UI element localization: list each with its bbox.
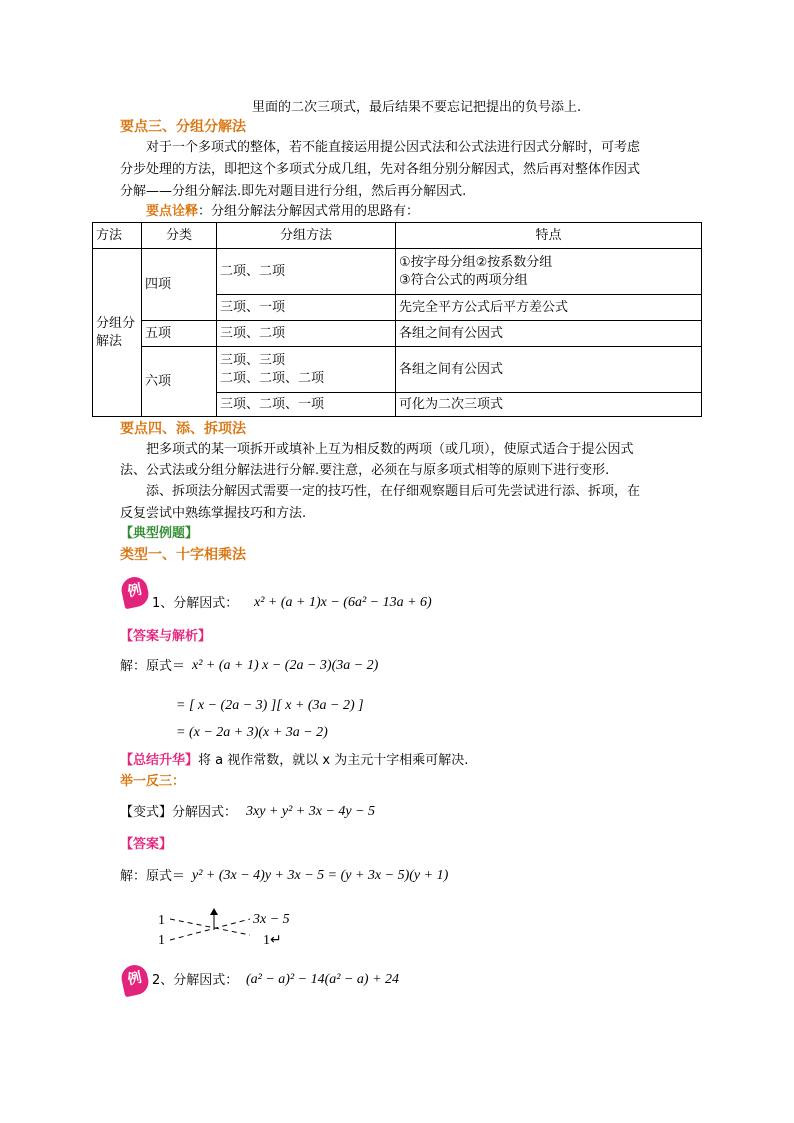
section4-heading: 要点四、添、拆项法 [120, 421, 246, 437]
example2-expression: (a² − a)² − 14(a² − a) + 24 [246, 972, 400, 987]
cross-right-top: 3x − 5 [253, 912, 290, 927]
grouping-method-table [92, 222, 702, 417]
summary-text: 将 a 视作常数，就以 x 为主元十字相乘可解决. [198, 753, 469, 768]
section3-para: 分解——分组分解法.即先对题目进行分组，然后再分解因式. [120, 184, 467, 199]
section3-heading: 要点三、分组分解法 [120, 119, 246, 135]
feature-cell: 各组之间有公因式 [396, 347, 702, 393]
variant-label: 【变式】分解因式： [120, 805, 238, 820]
summary [120, 752, 468, 770]
solution2-expression: y² + (3x − 4)y + 3x − 5 = (y + 3x − 5)(y + 1) [192, 868, 449, 883]
table-row [93, 321, 702, 347]
intro-line: 里面的二次三项式，最后结果不要忘记把提出的负号添上. [252, 100, 582, 115]
header-cell: 分组方法 [217, 223, 396, 249]
cross-left-top: 1 [158, 913, 165, 928]
section4-para: 反复尝试中熟练掌握技巧和方法. [120, 506, 307, 521]
examples-heading: 【典型例题】 [120, 526, 199, 541]
header-cell: 特点 [396, 223, 702, 249]
cross-line [170, 919, 250, 935]
category-cell: 四项 [142, 249, 217, 321]
table-header-row [93, 223, 702, 249]
group-line: 二项、二项、二项 [220, 370, 325, 386]
solution2-prefix: 解：原式＝ [120, 869, 186, 884]
section4-para: 法、公式法或分组分解法进行分解.要注意，必须在与原多项式相等的原则下进行变形. [120, 463, 610, 478]
feature-line: ①按字母分组②按系数分组 [399, 254, 553, 270]
table-row [93, 347, 702, 393]
group-line: 三项、三项 [220, 352, 286, 368]
section3-note [146, 203, 419, 221]
practice-heading: 举一反三： [120, 774, 186, 789]
answer-heading: 【答案与解析】 [120, 629, 212, 644]
cross-left-bottom: 1 [158, 933, 165, 948]
feature-cell: 各组之间有公因式 [396, 321, 702, 347]
group-cell: 三项、二项 [217, 321, 396, 347]
note-label: 要点诠释 [146, 204, 199, 219]
feature-line: ③符合公式的两项分组 [399, 272, 528, 288]
section4-para: 添、拆项法分解因式需要一定的技巧性，在仔细观察题目后可先尝试进行添、拆项，在 [146, 484, 641, 499]
group-cell: 二项、二项 [217, 249, 396, 295]
feature-cell: 可化为二次三项式 [396, 393, 702, 417]
group-cell: 三项、二项、一项 [217, 393, 396, 417]
header-cell: 分类 [142, 223, 217, 249]
cross-right-bottom: 1↵ [263, 933, 282, 948]
variant-expression: 3xy + y² + 3x − 4y − 5 [246, 804, 376, 819]
group-cell: 三项、一项 [217, 295, 396, 321]
table-row [93, 249, 702, 295]
type1-heading: 类型一、十字相乘法 [120, 547, 246, 563]
feature-cell: 先完全平方公式后平方差公式 [396, 295, 702, 321]
cross-line [170, 919, 250, 940]
solution1-line2: = [ x − (2a − 3) ][ x + (3a − 2) ] [176, 698, 364, 713]
section4-para: 把多项式的某一项拆开或填补上互为相反数的两项（或几项），使原式适合于提公因式 [146, 442, 634, 457]
example2-prompt: 2、分解因式： [152, 973, 239, 988]
solution1-line3: = (x − 2a + 3)(x + 3a − 2) [176, 725, 328, 740]
solution1-prefix: 解：原式＝ [120, 659, 186, 674]
example-badge-icon: 例 [119, 963, 151, 998]
answer2-heading: 【答案】 [120, 837, 173, 852]
example1-expression: x² + (a + 1)x − (6a² − 13a + 6) [254, 595, 432, 610]
section3-para: 对于一个多项式的整体，若不能直接运用提公因式法和公式法进行因式分解时，可考虑 [146, 140, 641, 155]
arrow-head-icon [210, 908, 218, 915]
header-cell: 方法 [93, 223, 142, 249]
section3-para: 分步处理的方法，即把这个多项式分成几组，先对各组分别分解因式，然后再对整体作因式 [120, 162, 641, 177]
solution1-line1: x² + (a + 1) x − (2a − 3)(3a − 2) [192, 658, 379, 673]
category-cell: 五项 [142, 321, 217, 347]
method-cell: 分组分解法 [93, 249, 142, 417]
category-cell: 六项 [142, 347, 217, 417]
feature-cell [396, 249, 702, 295]
group-cell [217, 347, 396, 393]
example1-prompt: 1、分解因式： [152, 596, 239, 611]
note-text: ：分组分解法分解因式常用的思路有： [198, 204, 420, 219]
example-badge-icon: 例 [119, 575, 151, 610]
summary-label: 【总结升华】 [120, 753, 199, 768]
